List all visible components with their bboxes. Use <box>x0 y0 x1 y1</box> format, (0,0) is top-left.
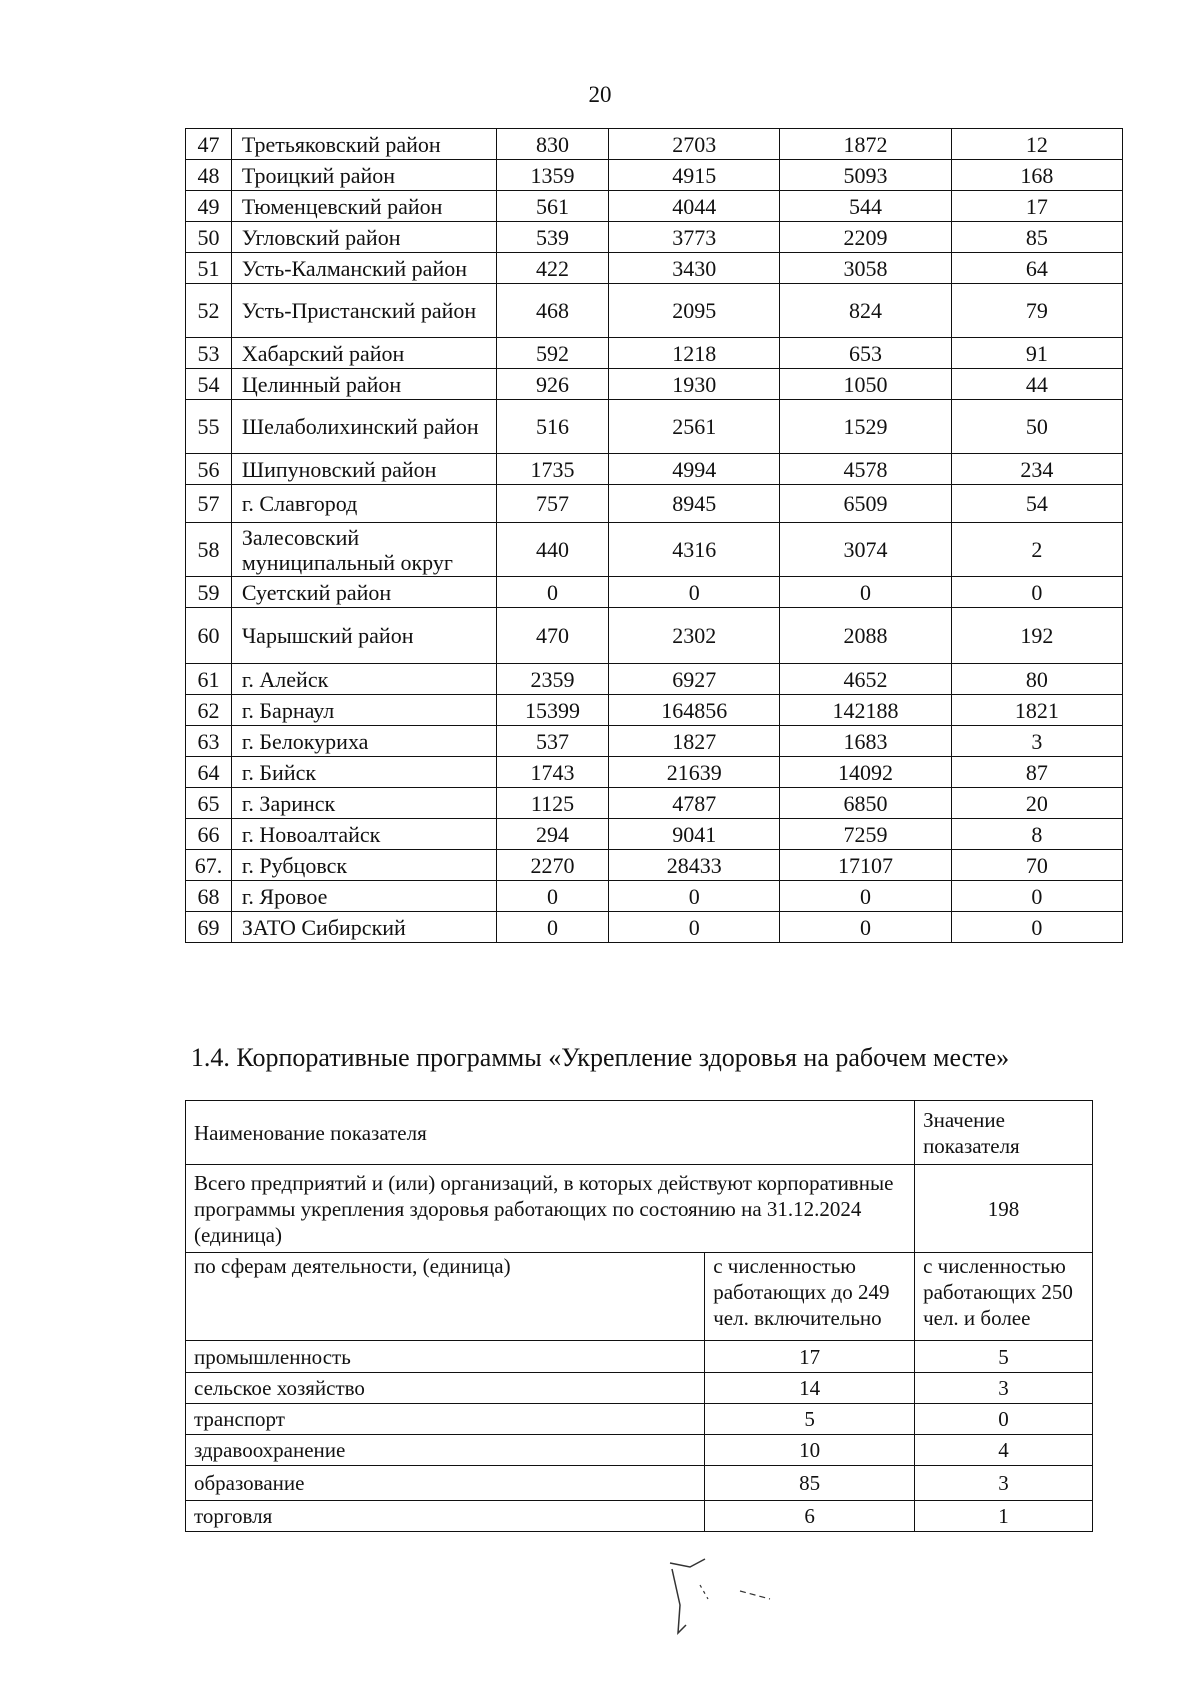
district-row <box>186 695 1123 726</box>
district-name: Чарышский район <box>231 608 496 664</box>
district-row <box>186 788 1123 819</box>
value-3: 6850 <box>780 788 951 819</box>
value-2: 6927 <box>609 664 780 695</box>
value-4: 8 <box>951 819 1122 850</box>
value-3: 17107 <box>780 850 951 881</box>
district-name: Залесовский муниципальный округ <box>231 523 496 577</box>
value-1: 926 <box>496 369 608 400</box>
value-2: 28433 <box>609 850 780 881</box>
by-sphere-label: по сферам деятельности, (единица) <box>186 1253 705 1341</box>
sphere-name: здравоохранение <box>186 1435 705 1466</box>
value-3: 2088 <box>780 608 951 664</box>
total-value: 198 <box>915 1165 1093 1253</box>
value-2: 1930 <box>609 369 780 400</box>
district-row <box>186 523 1123 577</box>
row-number: 56 <box>186 454 232 485</box>
district-row <box>186 608 1123 664</box>
sphere-row <box>186 1466 1093 1501</box>
value-2: 4316 <box>609 523 780 577</box>
value-2: 2095 <box>609 284 780 338</box>
value-3: 5093 <box>780 160 951 191</box>
value-4: 234 <box>951 454 1122 485</box>
district-row <box>186 400 1123 454</box>
district-name: Третьяковский район <box>231 129 496 160</box>
sphere-name: транспорт <box>186 1404 705 1435</box>
value-1: 1743 <box>496 757 608 788</box>
value-4: 87 <box>951 757 1122 788</box>
value-4: 0 <box>951 577 1122 608</box>
value-4: 44 <box>951 369 1122 400</box>
value-1: 830 <box>496 129 608 160</box>
value-1: 470 <box>496 608 608 664</box>
count-small: 85 <box>705 1466 915 1501</box>
total-label: Всего предприятий и (или) организаций, в которых действуют корпоративные программы укрепления здоровья работающих по состоянию на 31.12.2024 (единица) <box>186 1165 915 1253</box>
row-number: 65 <box>186 788 232 819</box>
value-4: 3 <box>951 726 1122 757</box>
district-name: г. Алейск <box>231 664 496 695</box>
count-large: 3 <box>915 1373 1093 1404</box>
district-name: Усть-Калманский район <box>231 253 496 284</box>
value-2: 2703 <box>609 129 780 160</box>
value-3: 1872 <box>780 129 951 160</box>
value-1: 0 <box>496 912 608 943</box>
row-number: 52 <box>186 284 232 338</box>
district-name: г. Новоалтайск <box>231 819 496 850</box>
value-4: 168 <box>951 160 1122 191</box>
value-1: 516 <box>496 400 608 454</box>
row-number: 48 <box>186 160 232 191</box>
value-3: 0 <box>780 912 951 943</box>
sphere-name: промышленность <box>186 1341 705 1373</box>
row-number: 61 <box>186 664 232 695</box>
value-4: 85 <box>951 222 1122 253</box>
count-small: 14 <box>705 1373 915 1404</box>
value-3: 0 <box>780 881 951 912</box>
value-2: 4787 <box>609 788 780 819</box>
district-row <box>186 253 1123 284</box>
row-number: 58 <box>186 523 232 577</box>
district-name: Угловский район <box>231 222 496 253</box>
row-number: 62 <box>186 695 232 726</box>
sphere-row <box>186 1501 1093 1532</box>
row-number: 63 <box>186 726 232 757</box>
count-large: 3 <box>915 1466 1093 1501</box>
value-2: 4915 <box>609 160 780 191</box>
value-1: 294 <box>496 819 608 850</box>
value-1: 0 <box>496 881 608 912</box>
value-2: 1827 <box>609 726 780 757</box>
row-number: 47 <box>186 129 232 160</box>
district-name: Тюменцевский район <box>231 191 496 222</box>
value-3: 544 <box>780 191 951 222</box>
value-1: 757 <box>496 485 608 523</box>
value-1: 1125 <box>496 788 608 819</box>
count-small: 6 <box>705 1501 915 1532</box>
value-3: 142188 <box>780 695 951 726</box>
row-number: 51 <box>186 253 232 284</box>
value-1: 561 <box>496 191 608 222</box>
district-name: г. Заринск <box>231 788 496 819</box>
district-name: Суетский район <box>231 577 496 608</box>
value-2: 8945 <box>609 485 780 523</box>
district-row <box>186 819 1123 850</box>
programs-header-row <box>186 1101 1093 1165</box>
value-3: 6509 <box>780 485 951 523</box>
value-1: 1735 <box>496 454 608 485</box>
programs-table-body <box>186 1341 1093 1532</box>
value-2: 0 <box>609 881 780 912</box>
value-2: 164856 <box>609 695 780 726</box>
value-2: 0 <box>609 912 780 943</box>
sphere-row <box>186 1341 1093 1373</box>
district-name: Целинный район <box>231 369 496 400</box>
sphere-name: торговля <box>186 1501 705 1532</box>
programs-subheader-row <box>186 1253 1093 1341</box>
signature-mark <box>660 1555 810 1645</box>
district-row <box>186 881 1123 912</box>
value-3: 7259 <box>780 819 951 850</box>
district-row <box>186 369 1123 400</box>
districts-table <box>185 128 1123 943</box>
sphere-name: сельское хозяйство <box>186 1373 705 1404</box>
count-large: 1 <box>915 1501 1093 1532</box>
value-3: 4578 <box>780 454 951 485</box>
value-2: 0 <box>609 577 780 608</box>
value-1: 537 <box>496 726 608 757</box>
row-number: 60 <box>186 608 232 664</box>
row-number: 53 <box>186 338 232 369</box>
district-row <box>186 129 1123 160</box>
district-row <box>186 912 1123 943</box>
district-name: ЗАТО Сибирский <box>231 912 496 943</box>
value-1: 422 <box>496 253 608 284</box>
value-1: 15399 <box>496 695 608 726</box>
value-3: 0 <box>780 577 951 608</box>
district-name: г. Яровое <box>231 881 496 912</box>
row-number: 64 <box>186 757 232 788</box>
sphere-name: образование <box>186 1466 705 1501</box>
district-name: Шелаболихинский район <box>231 400 496 454</box>
district-name: г. Рубцовск <box>231 850 496 881</box>
count-small: 10 <box>705 1435 915 1466</box>
row-number: 54 <box>186 369 232 400</box>
value-3: 824 <box>780 284 951 338</box>
value-3: 3058 <box>780 253 951 284</box>
row-number: 69 <box>186 912 232 943</box>
value-2: 2561 <box>609 400 780 454</box>
value-2: 21639 <box>609 757 780 788</box>
district-row <box>186 664 1123 695</box>
header-value: Значение показателя <box>915 1101 1093 1165</box>
count-small: 5 <box>705 1404 915 1435</box>
value-4: 80 <box>951 664 1122 695</box>
count-large: 4 <box>915 1435 1093 1466</box>
row-number: 66 <box>186 819 232 850</box>
value-3: 1529 <box>780 400 951 454</box>
value-4: 0 <box>951 912 1122 943</box>
district-name: г. Славгород <box>231 485 496 523</box>
district-name: г. Белокуриха <box>231 726 496 757</box>
district-row <box>186 222 1123 253</box>
value-3: 4652 <box>780 664 951 695</box>
value-3: 2209 <box>780 222 951 253</box>
value-4: 192 <box>951 608 1122 664</box>
value-4: 17 <box>951 191 1122 222</box>
row-number: 49 <box>186 191 232 222</box>
value-2: 4994 <box>609 454 780 485</box>
districts-table-body <box>186 129 1123 943</box>
value-4: 1821 <box>951 695 1122 726</box>
value-3: 653 <box>780 338 951 369</box>
district-name: г. Барнаул <box>231 695 496 726</box>
value-4: 12 <box>951 129 1122 160</box>
row-number: 67. <box>186 850 232 881</box>
district-row <box>186 726 1123 757</box>
value-3: 3074 <box>780 523 951 577</box>
value-2: 3430 <box>609 253 780 284</box>
sphere-row <box>186 1404 1093 1435</box>
value-4: 64 <box>951 253 1122 284</box>
value-4: 91 <box>951 338 1122 369</box>
district-name: г. Бийск <box>231 757 496 788</box>
district-row <box>186 454 1123 485</box>
page-number: 20 <box>588 82 612 107</box>
value-1: 0 <box>496 577 608 608</box>
value-4: 70 <box>951 850 1122 881</box>
row-number: 55 <box>186 400 232 454</box>
value-3: 14092 <box>780 757 951 788</box>
value-4: 20 <box>951 788 1122 819</box>
value-1: 468 <box>496 284 608 338</box>
district-name: Усть-Пристанский район <box>231 284 496 338</box>
col-large-header: с численностью работающих 250 чел. и более <box>915 1253 1093 1341</box>
value-4: 0 <box>951 881 1122 912</box>
value-4: 79 <box>951 284 1122 338</box>
value-2: 4044 <box>609 191 780 222</box>
district-name: Хабарский район <box>231 338 496 369</box>
district-row <box>186 338 1123 369</box>
value-4: 2 <box>951 523 1122 577</box>
programs-total-row <box>186 1165 1093 1253</box>
value-1: 2359 <box>496 664 608 695</box>
row-number: 68 <box>186 881 232 912</box>
count-small: 17 <box>705 1341 915 1373</box>
row-number: 50 <box>186 222 232 253</box>
value-4: 54 <box>951 485 1122 523</box>
count-large: 5 <box>915 1341 1093 1373</box>
value-3: 1050 <box>780 369 951 400</box>
district-row <box>186 757 1123 788</box>
district-row <box>186 577 1123 608</box>
value-2: 1218 <box>609 338 780 369</box>
district-row <box>186 191 1123 222</box>
sphere-row <box>186 1435 1093 1466</box>
value-2: 9041 <box>609 819 780 850</box>
district-name: Шипуновский район <box>231 454 496 485</box>
district-row <box>186 160 1123 191</box>
value-1: 440 <box>496 523 608 577</box>
row-number: 57 <box>186 485 232 523</box>
sphere-row <box>186 1373 1093 1404</box>
value-4: 50 <box>951 400 1122 454</box>
section-heading: 1.4. Корпоративные программы «Укрепление здоровья на рабочем месте» <box>190 1043 1010 1072</box>
value-1: 592 <box>496 338 608 369</box>
value-1: 1359 <box>496 160 608 191</box>
value-3: 1683 <box>780 726 951 757</box>
header-indicator: Наименование показателя <box>186 1101 915 1165</box>
district-row <box>186 850 1123 881</box>
value-2: 3773 <box>609 222 780 253</box>
count-large: 0 <box>915 1404 1093 1435</box>
value-1: 2270 <box>496 850 608 881</box>
value-1: 539 <box>496 222 608 253</box>
row-number: 59 <box>186 577 232 608</box>
col-small-header: с численностью работающих до 249 чел. включительно <box>705 1253 915 1341</box>
district-row <box>186 485 1123 523</box>
district-row <box>186 284 1123 338</box>
district-name: Троицкий район <box>231 160 496 191</box>
programs-table <box>185 1100 1093 1532</box>
value-2: 2302 <box>609 608 780 664</box>
